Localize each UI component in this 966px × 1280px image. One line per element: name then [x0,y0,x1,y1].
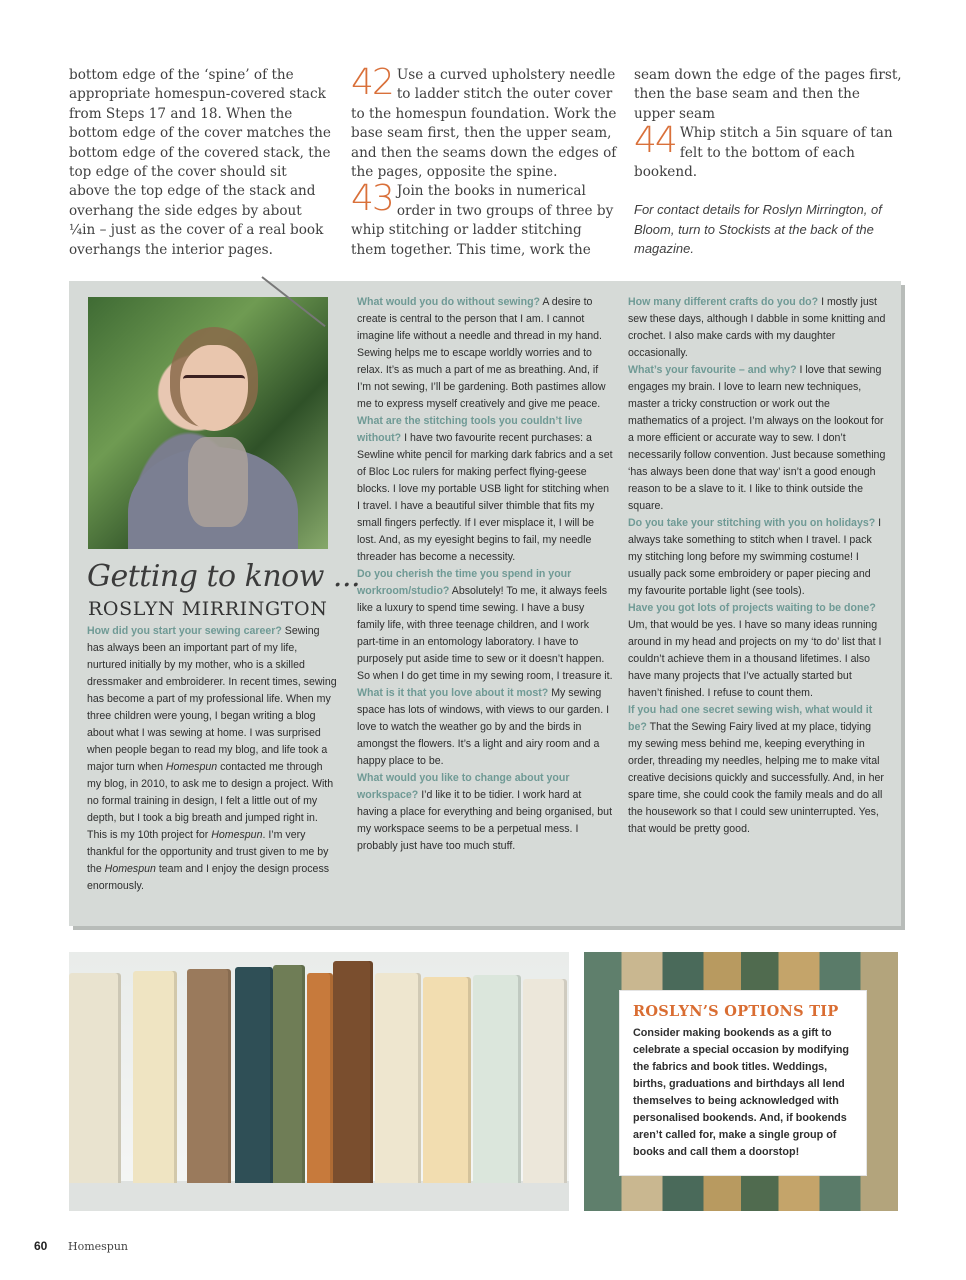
qa-paragraph [357,770,613,855]
qa-paragraph [628,515,886,600]
answer: I love that sewing engages my brain. I love to learn new techniques, master a tricky construction or work out the mathematics of a project. I’m always on the lookout for a more efficient or accurate way to sew. I don’t necessarily follow convention. Just because something ‘has always been done that way’ isn’t a good enough reason to be a slave to it. I like to think outside the square. [628,364,886,512]
question: How did you start your sewing career? [87,625,282,637]
emphasis: Homespun [104,863,156,875]
qa-paragraph [628,702,886,838]
step-text: Join the books in numerical order in two groups of three by whip stitching or ladder stitching them together. This time, work the [351,183,614,258]
step-number: 42 [351,62,393,103]
qa-paragraph [87,623,339,895]
glasses-shape [183,375,245,394]
qa-paragraph [628,294,886,362]
book-spine [473,975,521,1183]
qa-paragraph [357,566,613,685]
answer: . I’m very thankful for the opportunity and trust given to me by the [87,829,329,875]
question: Do you cherish the time you spend in your workroom/studio? [357,568,572,597]
question: What is it that you love about it most? [357,687,549,699]
book-spine [423,977,471,1183]
text-column-3 [634,66,902,259]
answer: Um, that would be yes. I have so many ideas running around in my head and projects on my ‘to do’ list that I couldn’t achieve them in a thousand lifetimes. I also have many projects that I’ve actually started but haven’t finished. I refuse to count them. [628,619,882,699]
magazine-name: Homespun [68,1240,129,1253]
answer: I’d like it to be tidier. I work hard at having a place for everything and being organised, but my workspace seems to be a perpetual mess. I probably just have too much stuff. [357,789,613,852]
book-spine [69,973,121,1183]
answer: Sewing has always been an important part of my life, nurtured initially by my mother, who is a skilled dressmaker and embroiderer. In recent times, sewing has become a part of my professional life. When my three children were young, I began writing a blog about what I was sewing at home. I was surprised when people began to read my blog, and life took a major turn when [87,625,337,773]
text-column-1 [69,66,331,260]
book-spine [307,973,333,1183]
question: What are the stitching tools you couldn’t live without? [357,415,583,444]
step-text: Use a curved upholstery needle to ladder stitch the outer cover to the homespun foundation. Work the base seam first, then the upper seam, and then the seams down the edges of the pages, opposite the spine. [351,67,617,181]
tip-title: ROSLYN’S OPTIONS TIP [633,1003,839,1020]
answer: contacted me through my blog, in 2010, to ask me to design a project. With no formal training in design, I felt a little out of my depth, but I took a big breath and jumped right in. This is my 10th project for [87,761,334,841]
interview-column-2 [357,294,613,855]
body-text: bottom edge of the ‘spine’ of the appropriate homespun-covered stack from Steps 17 and 18. When the bottom edge of the cover matches the bottom edge of the covered stack, the top edge of the cover should sit above the top edge of the stack and overhang the side edges by about ¼in – just as the cover of a real book overhangs the interior pages. [69,67,331,258]
emphasis: Homespun [165,761,218,773]
answer: I have two favourite recent purchases: a Sewline white pencil for marking dark fabrics and a set of Bloc Loc rulers for making perfect flying-geese blocks. I love my portable USB light for stitching when I travel. I have a beautiful silver thimble that fits my small fingers perfectly. If I ever misplace it, I will be lost. And, as my eyesight begins to fail, my needle threader has become a necessity. [357,432,613,563]
body-text: seam down the edge of the pages first, then the base seam and then the upper seam [634,67,902,122]
book-spine [273,965,305,1183]
step-number: 44 [634,120,676,162]
text-column-2 [351,62,619,260]
shelf [69,1181,569,1211]
question: If you had one secret sewing wish, what would it be? [628,704,873,733]
question: What would you like to change about your workspace? [357,772,570,801]
answer: That the Sewing Fairy lived at my place, tidying my sewing mess behind me, keeping everything in order, threading my needles, helping me to make vital creative decisions quickly and successfully. And, in her spare time, she could cook the family meals and do all the housework so that I could sew uninterrupted. Yes, that would be pretty good. [628,721,884,835]
book-spine [333,961,373,1183]
contact-note: For contact details for Roslyn Mirrington, of Bloom, turn to Stockists at the back of the magazine. [634,202,882,257]
qa-paragraph [628,600,886,702]
step-43 [351,178,619,260]
answer: My sewing space has lots of windows, with views to our garden. I love to watch the weather go by and the birds in amongst the flowers. It’s a light and airy room and a happy place to be. [357,687,610,767]
interviewee-name: ROSLYN MIRRINGTON [88,598,328,620]
book-spine [375,973,421,1183]
question: What would you do without sewing? [357,296,541,308]
answer: Absolutely! To me, it always feels like a luxury to spend time sewing. I have a busy family life, with three teenage children, and I work part-time in an entomology laboratory. I have to purposely put aside time to sew or it doesn’t happen. So when I do get time in my sewing room, I treasure it. [357,585,613,682]
qa-paragraph [357,413,613,566]
book-spine [187,969,231,1183]
step-44 [634,120,902,182]
step-text: Whip stitch a 5in square of tan felt to the bottom of each bookend. [634,125,893,181]
book-spine [235,967,273,1183]
portrait-photo [88,297,328,549]
question: How many different crafts do you do? [628,296,819,308]
interview-column-1 [87,623,339,895]
answer: A desire to create is central to the person that I am. I cannot imagine life without a needle and thread in my hand. Sewing helps me to escape worldly worries and to relax. It’s as much a part of me as breathing. And, if I’m not sewing, I’ll be gardening. Both pastimes allow me to express myself creatively and give me peace. [357,296,606,410]
qa-paragraph [357,685,613,770]
answer: I mostly just sew these days, although I dabble in some knitting and crochet. I also make cards with my daughter occasionally. [628,296,886,359]
interview-column-3 [628,294,886,838]
question: Have you got lots of projects waiting to be done? [628,602,876,614]
answer: I always take something to stitch when I travel. I pack my stitching long before my swimming costume! I usually pack some embroidery or paper piecing and my favourite portable light (see tools). [628,517,882,597]
interview-panel [69,281,901,926]
emphasis: Homespun [211,829,263,841]
page-number: 60 [34,1239,48,1253]
qa-paragraph [357,294,613,413]
question: What’s your favourite – and why? [628,364,797,376]
book-spine [133,971,177,1183]
step-number: 43 [351,178,393,220]
answer: team and I enjoy the design process enormously. [87,863,330,892]
question: Do you take your stitching with you on holidays? [628,517,876,529]
options-tip-box [620,991,866,1175]
book-spine [523,979,567,1183]
step-42 [351,62,619,182]
tip-body: Consider making bookends as a gift to celebrate a special occasion by modifying the fabrics and book titles. Weddings, births, graduations and birthdays all lend themselves to being acknowledged with personalised bookends. And, if bookends aren’t called for, make a single group of books and call them a doorstop! [633,1027,850,1158]
scarf-shape [188,437,248,527]
bookends-photo [69,952,569,1211]
getting-to-know-heading: Getting to know ... [87,559,361,594]
qa-paragraph [628,362,886,515]
